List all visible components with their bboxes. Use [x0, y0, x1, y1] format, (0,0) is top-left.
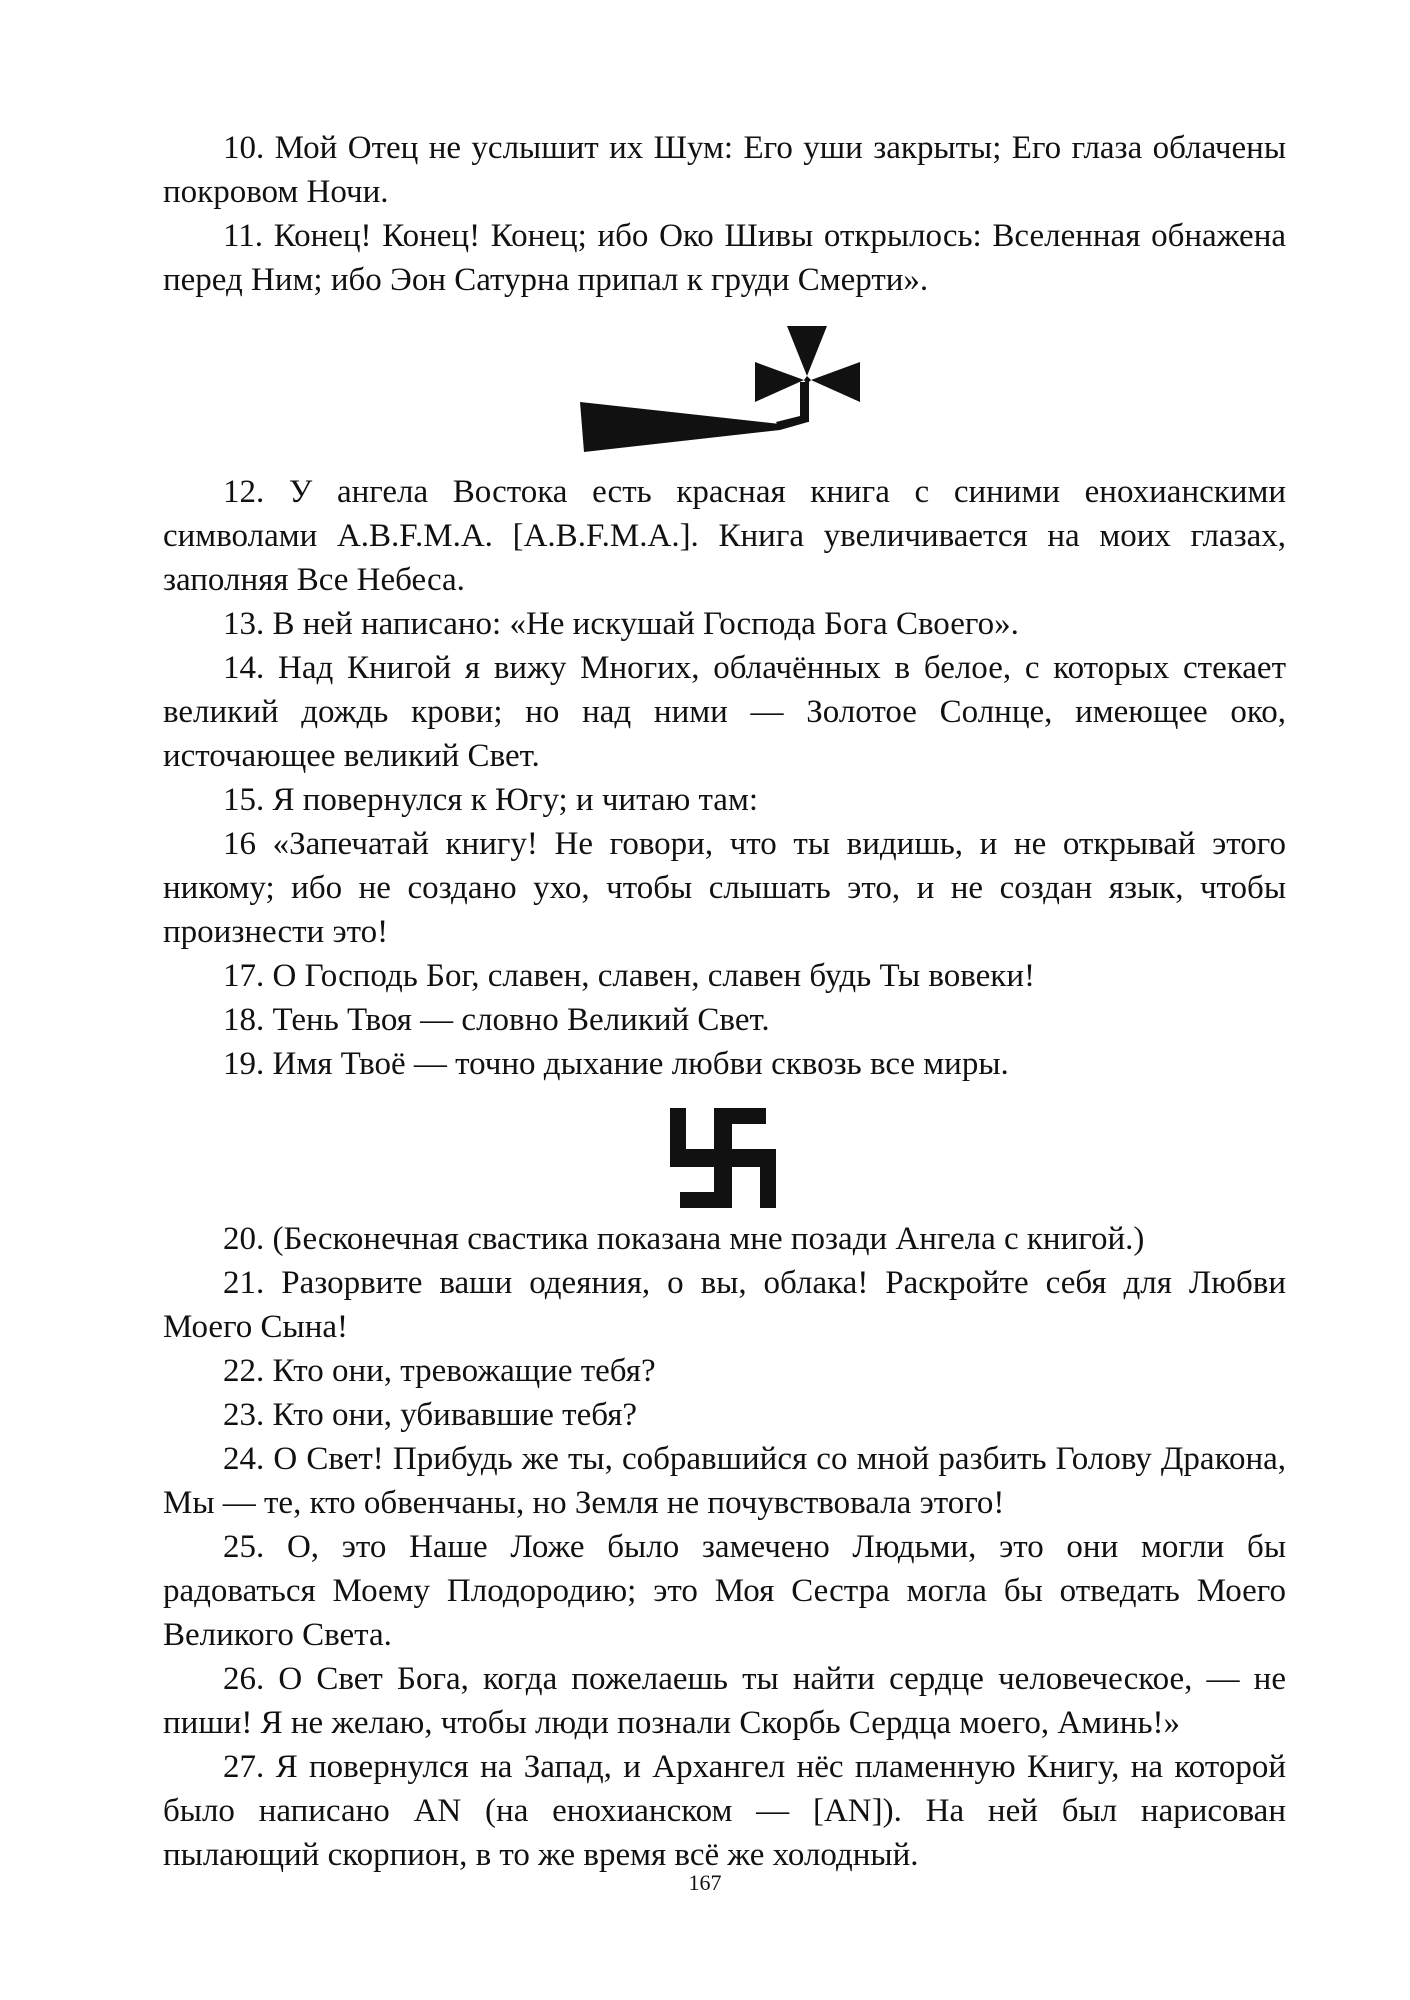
verse-21: 21. Разорвите ваши одеяния, о вы, облака! Раскройте себя для Любви Моего Сына!: [163, 1265, 1286, 1345]
verse-23: 23. Кто они, убивавшие тебя?: [223, 1397, 638, 1433]
verse-20: 20. (Бесконечная свастика показана мне позади Ангела с книгой.): [223, 1221, 1145, 1257]
verse-17: 17. О Господь Бог, славен, славен, славен будь Ты вовеки!: [223, 958, 1035, 994]
text-section-3: [163, 1217, 1286, 1877]
page-number: 167: [688, 1870, 722, 1895]
verse-25: 25. О, это Наше Ложе было замечено Людьми, это они могли бы радоваться Моему Плодородию; это Моя Сестра могла бы отведать Моего Великого Света.: [163, 1529, 1286, 1653]
verse-22: 22. Кто они, тревожащие тебя?: [223, 1353, 656, 1389]
swastika-icon: [670, 1108, 776, 1208]
verse-10: 10. Мой Отец не услышит их Шум: Его уши закрыты; Его глаза облачены покровом Ночи.: [163, 130, 1286, 210]
verse-16: 16 «Запечатай книгу! Не говори, что ты видишь, и не открывай этого никому; ибо не создано ухо, чтобы слышать это, и не создан язык, чтобы произнести это!: [163, 826, 1286, 950]
text-section-1: [163, 126, 1286, 302]
text-section-2: [163, 470, 1286, 1086]
verse-15: 15. Я повернулся к Югу; и читаю там:: [223, 782, 758, 818]
verse-12: 12. У ангела Востока есть красная книга с синими енохианскими символами A.B.F.M.A. [A.B.F.M.A.]. Книга увеличивается на моих глазах, заполняя Все Небеса.: [163, 474, 1286, 598]
verse-26: 26. О Свет Бога, когда пожелаешь ты найти сердце человеческое, — не пиши! Я не желаю, чтобы люди познали Скорбь Сердца моего, Аминь!»: [163, 1661, 1286, 1741]
verse-11: 11. Конец! Конец! Конец; ибо Око Шивы открылось: Вселенная обнажена перед Ним; ибо Эон Сатурна припал к груди Смерти».: [163, 218, 1286, 298]
verse-24: 24. О Свет! Прибудь же ты, собравшийся со мной разбить Голову Дракона, Мы — те, кто обвенчаны, но Земля не почувствовала этого!: [163, 1441, 1286, 1521]
verse-14: 14. Над Книгой я вижу Многих, облачённых в белое, с которых стекает великий дождь крови; но над ними — Золотое Солнце, имеющее око, источающее великий Свет.: [163, 650, 1286, 774]
verse-27: 27. Я повернулся на Запад, и Архангел нёс пламенную Книгу, на которой было написано AN (на енохианском — [AN]). На ней был нарисован пылающий скорпион, в то же время всё же холодный.: [163, 1749, 1286, 1873]
verse-13: 13. В ней написано: «Не искушай Господа Бога Своего».: [223, 606, 1019, 642]
verse-18: 18. Тень Твоя — словно Великий Свет.: [223, 1002, 770, 1038]
verse-19: 19. Имя Твоё — точно дыхание любви сквозь все миры.: [223, 1046, 1009, 1082]
horn-cross-icon: [580, 322, 870, 462]
